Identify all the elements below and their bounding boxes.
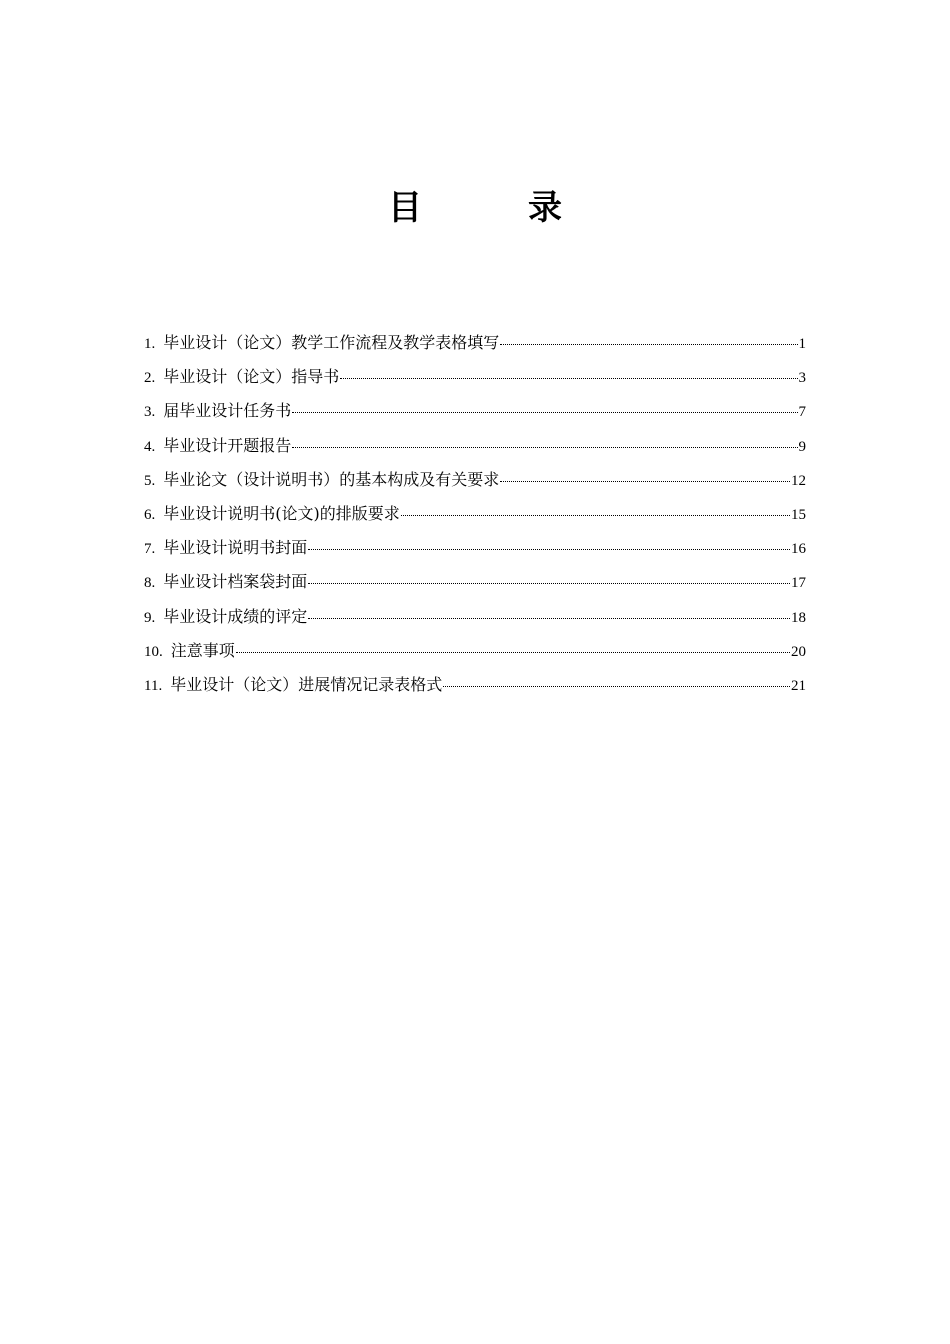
toc-entry-number: 3. bbox=[144, 404, 156, 421]
toc-entry-number: 2. bbox=[144, 370, 156, 387]
toc-dot-leader bbox=[443, 686, 790, 687]
toc-dot-leader bbox=[308, 583, 790, 584]
toc-entry[interactable] bbox=[144, 465, 806, 499]
toc-entry-label: 毕业论文（设计说明书）的基本构成及有关要求 bbox=[163, 469, 500, 489]
toc-entry-label: 注意事项 bbox=[170, 640, 235, 660]
toc-entry-number: 9. bbox=[144, 609, 156, 626]
toc-entry[interactable] bbox=[144, 670, 806, 704]
toc-entry-label: 毕业设计说明书(论文)的排版要求 bbox=[163, 503, 400, 523]
toc-entry-page: 20 bbox=[791, 643, 806, 660]
toc-entry-page: 3 bbox=[798, 370, 806, 387]
toc-entry[interactable] bbox=[144, 567, 806, 601]
toc-entry[interactable] bbox=[144, 533, 806, 567]
table-of-contents bbox=[144, 328, 806, 704]
toc-dot-leader bbox=[236, 652, 790, 653]
toc-dot-leader bbox=[308, 549, 790, 550]
toc-entry-page: 1 bbox=[798, 336, 806, 352]
toc-entry-label: 毕业设计说明书封面 bbox=[163, 538, 308, 558]
toc-entry-number: 4. bbox=[144, 438, 156, 455]
toc-entry-number: 11. bbox=[144, 677, 163, 694]
toc-entry-number: 6. bbox=[144, 506, 156, 523]
toc-entry-label: 毕业设计档案袋封面 bbox=[163, 572, 308, 592]
toc-dot-leader bbox=[401, 515, 790, 516]
page-title: 目 录 bbox=[388, 188, 598, 228]
toc-entry-label: 毕业设计（论文）进展情况记录表格式 bbox=[170, 674, 443, 694]
toc-entry[interactable] bbox=[144, 602, 806, 636]
toc-dot-leader bbox=[292, 412, 797, 413]
toc-entry-page: 17 bbox=[791, 575, 806, 592]
toc-entry-label: 毕业设计开题报告 bbox=[163, 435, 292, 455]
toc-entry[interactable] bbox=[144, 431, 806, 465]
toc-entry-number: 1. bbox=[144, 336, 156, 352]
toc-entry-page: 21 bbox=[791, 677, 806, 694]
toc-entry-number: 8. bbox=[144, 575, 156, 592]
toc-dot-leader bbox=[340, 378, 797, 379]
toc-entry-page: 7 bbox=[798, 404, 806, 421]
toc-entry-label: 届毕业设计任务书 bbox=[163, 401, 292, 421]
toc-entry-number: 7. bbox=[144, 541, 156, 558]
toc-entry-page: 15 bbox=[791, 506, 806, 523]
toc-entry[interactable] bbox=[144, 362, 806, 396]
toc-entry[interactable] bbox=[144, 499, 806, 533]
toc-entry-page: 18 bbox=[791, 609, 806, 626]
toc-entry-label: 毕业设计（论文）教学工作流程及教学表格填写 bbox=[163, 333, 500, 352]
toc-entry-page: 9 bbox=[798, 438, 806, 455]
toc-dot-leader bbox=[308, 618, 790, 619]
toc-entry-number: 10. bbox=[144, 643, 163, 660]
toc-entry-page: 16 bbox=[791, 541, 806, 558]
toc-entry[interactable] bbox=[144, 636, 806, 670]
toc-entry-label: 毕业设计（论文）指导书 bbox=[163, 367, 340, 387]
toc-entry[interactable] bbox=[144, 328, 806, 362]
toc-dot-leader bbox=[500, 344, 797, 345]
toc-entry-number: 5. bbox=[144, 472, 156, 489]
toc-dot-leader bbox=[292, 447, 797, 448]
toc-entry[interactable] bbox=[144, 396, 806, 430]
toc-entry-page: 12 bbox=[791, 472, 806, 489]
toc-entry-label: 毕业设计成绩的评定 bbox=[163, 606, 308, 626]
toc-dot-leader bbox=[500, 481, 790, 482]
